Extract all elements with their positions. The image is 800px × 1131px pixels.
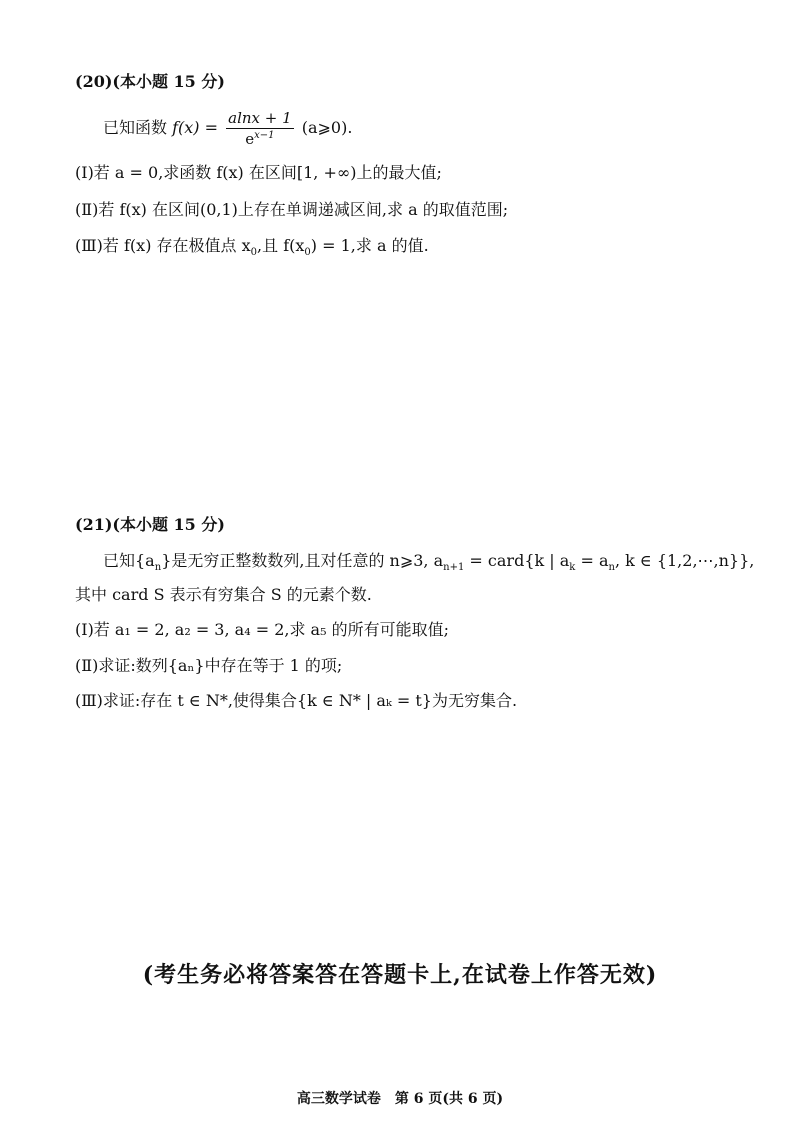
- q21-intro-sub-n1: n+1: [443, 562, 465, 574]
- q21-intro-line2: 其中 card S 表示有穷集合 S 的元素个数.: [75, 585, 372, 604]
- q20-part3: [75, 236, 429, 259]
- answer-notice: (考生务必将答案答在答题卡上,在试卷上作答无效): [142, 962, 658, 988]
- q21-intro-text-d: = a: [575, 551, 609, 570]
- q21-part1: (Ⅰ)若 a₁ = 2, a₂ = 3, a₄ = 2,求 a₅ 的所有可能取值;: [75, 620, 449, 639]
- q20-part2: (Ⅱ)若 f(x) 在区间(0,1)上存在单调递减区间,求 a 的取值范围;: [75, 200, 509, 219]
- q21-intro: [103, 551, 755, 574]
- q20-frac-numerator: alnx + 1: [228, 109, 292, 127]
- q20-func-lhs: f(x) =: [172, 118, 219, 137]
- q20-part3-text-c: ) = 1,求 a 的值.: [310, 236, 429, 255]
- q21-intro-sub-k: k: [569, 562, 576, 574]
- q21-intro-text-e: , k ∈ {1,2,⋯,n}},: [614, 551, 755, 570]
- q20-condition: (a⩾0).: [301, 118, 353, 137]
- q20-part3-text-a: (Ⅲ)若 f(x) 存在极值点 x: [75, 236, 251, 255]
- q21-intro-sub-n2: n: [608, 562, 615, 574]
- q20-intro-prefix: 已知函数: [103, 118, 168, 137]
- q20-frac-den-exp: x−1: [254, 130, 275, 141]
- q21-intro-text-a: 已知{a: [103, 551, 155, 570]
- q21-intro-text-b: }是无穷正整数数列,且对任意的 n⩾3, a: [161, 551, 444, 570]
- q20-fraction: [226, 109, 294, 148]
- q20-frac-denominator: [226, 129, 294, 148]
- q20-part3-text-b: ,且 f(x: [257, 236, 305, 255]
- q20-frac-den-base: e: [245, 130, 255, 148]
- q20-header: (20)(本小题 15 分): [75, 72, 225, 91]
- q20-intro: [103, 108, 352, 148]
- q21-intro-sub-n: n: [154, 562, 162, 574]
- q21-part2: (Ⅱ)求证:数列{aₙ}中存在等于 1 的项;: [75, 656, 343, 675]
- q20-part3-sub1: 0: [250, 247, 258, 259]
- q21-intro-text-c: = card{k | a: [464, 551, 570, 570]
- q21-header: (21)(本小题 15 分): [75, 515, 225, 534]
- q20-part1: (Ⅰ)若 a = 0,求函数 f(x) 在区间[1, +∞)上的最大值;: [75, 163, 442, 182]
- page-footer: 高三数学试卷 第 6 页(共 6 页): [296, 1091, 504, 1107]
- q21-part3: (Ⅲ)求证:存在 t ∈ N*,使得集合{k ∈ N* | aₖ = t}为无穷集合.: [75, 691, 518, 710]
- q20-part3-sub2: 0: [304, 247, 311, 259]
